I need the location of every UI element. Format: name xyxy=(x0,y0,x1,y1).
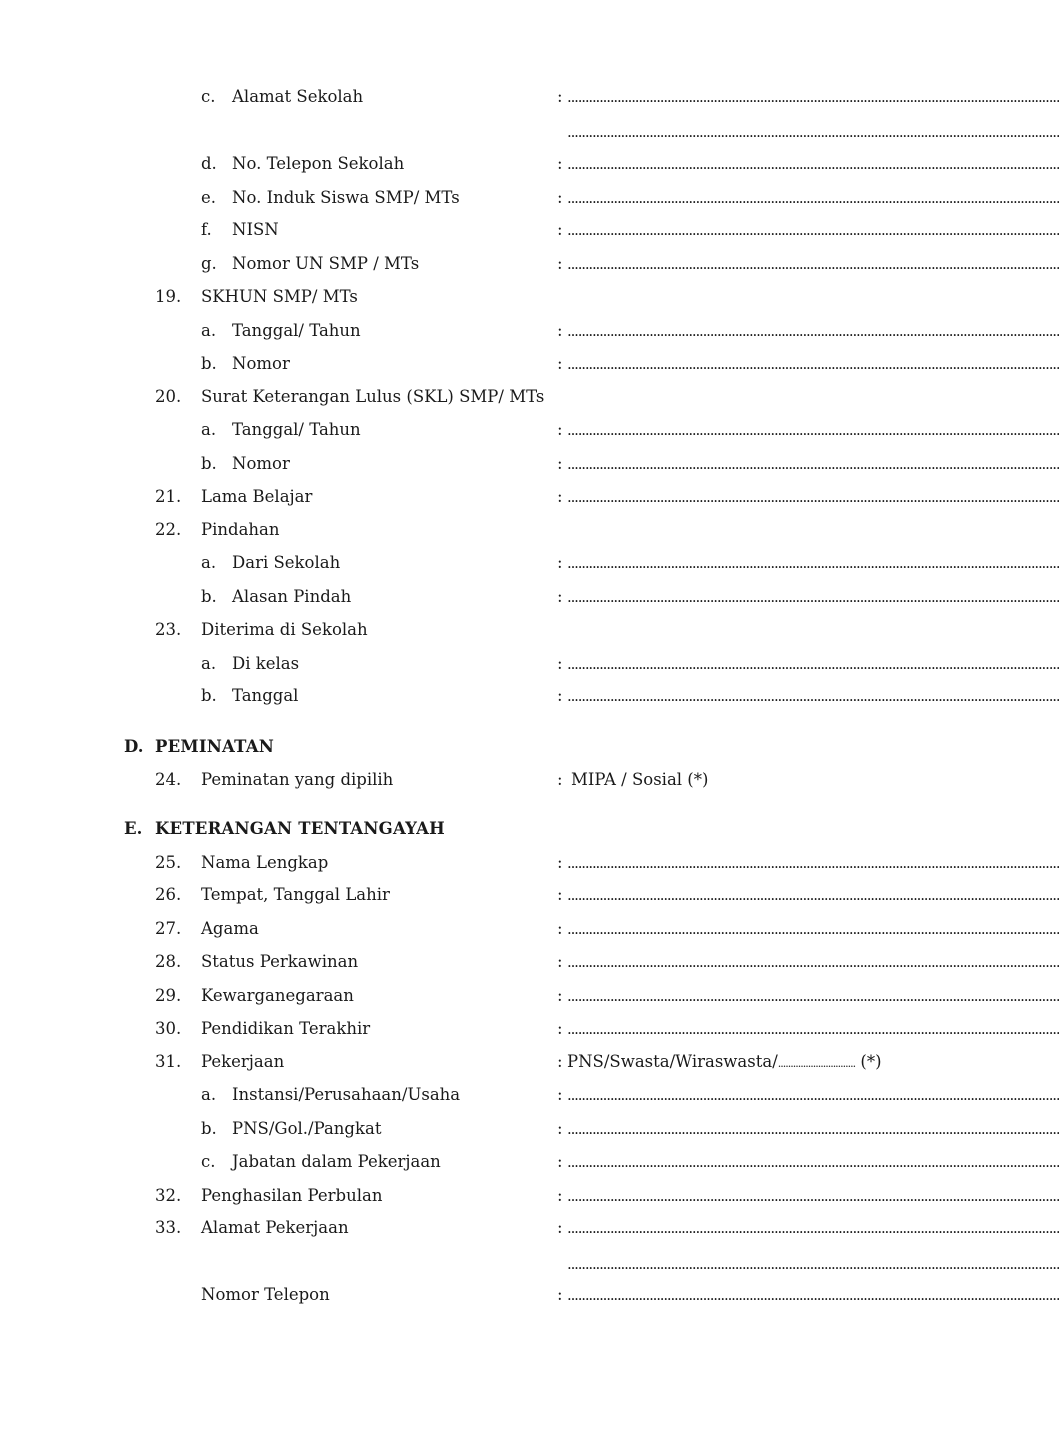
field-alamat-sekolah xyxy=(0,84,1059,110)
colon: : xyxy=(557,885,563,904)
fill-line[interactable]: .......................................................................................................................................... xyxy=(567,1286,1059,1304)
item-33-alamat-continued xyxy=(0,1251,1059,1277)
field-label: Penghasilan Perbulan xyxy=(201,1186,383,1205)
item-number: 33. xyxy=(155,1218,182,1237)
pekerjaan-prefix: PNS/Swasta/Wiraswasta/ xyxy=(567,1052,778,1071)
item-letter: a. xyxy=(201,654,217,673)
colon: : xyxy=(557,254,563,273)
fill-line[interactable]: .......................................................................................................................................... xyxy=(567,1020,1059,1038)
pekerjaan-other-line[interactable]: ............................... xyxy=(777,1057,856,1070)
colon: : xyxy=(557,587,563,606)
field-nomor-telepon xyxy=(0,1282,1059,1308)
peminatan-options[interactable]: MIPA / Sosial (*) xyxy=(571,770,709,789)
colon: : xyxy=(557,919,563,938)
item-number: 32. xyxy=(155,1186,182,1205)
fill-line[interactable]: .......................................................................................................................................... xyxy=(567,1255,1059,1273)
field-skl-tanggal xyxy=(0,417,1059,443)
item-25-nama-lengkap xyxy=(0,850,1059,876)
field-label: No. Induk Siswa SMP/ MTs xyxy=(232,188,460,207)
field-label: Nomor Telepon xyxy=(201,1285,330,1304)
item-number: 26. xyxy=(155,885,182,904)
item-number: 19. xyxy=(155,287,182,306)
item-19-skhun xyxy=(0,284,1024,310)
item-number: 20. xyxy=(155,387,182,406)
colon: : xyxy=(557,420,563,439)
item-number: 23. xyxy=(155,620,182,639)
field-label: Peminatan yang dipilih xyxy=(201,770,394,789)
colon: : xyxy=(557,952,563,971)
pekerjaan-options[interactable] xyxy=(567,1049,882,1077)
fill-line[interactable]: .......................................................................................................................................... xyxy=(567,554,1059,572)
colon: : xyxy=(557,354,563,373)
fill-line[interactable]: .......................................................................................................................................... xyxy=(567,322,1059,340)
item-22-pindahan xyxy=(0,517,1024,543)
colon: : xyxy=(557,853,563,872)
field-label: Di kelas xyxy=(232,654,300,673)
colon: : xyxy=(557,87,563,106)
item-letter: d. xyxy=(201,154,217,173)
item-number: 31. xyxy=(155,1052,182,1071)
colon: : xyxy=(557,220,563,239)
field-skl-nomor xyxy=(0,451,1059,477)
fill-line[interactable]: .......................................................................................................................................... xyxy=(567,920,1059,938)
field-label: SKHUN SMP/ MTs xyxy=(201,287,358,306)
fill-line[interactable]: .......................................................................................................................................... xyxy=(567,987,1059,1005)
field-pangkat xyxy=(0,1116,1059,1142)
field-label: Nomor xyxy=(232,354,290,373)
fill-line[interactable]: .......................................................................................................................................... xyxy=(567,655,1059,673)
fill-line[interactable]: .......................................................................................................................................... xyxy=(567,854,1059,872)
section-e-heading xyxy=(0,816,1024,842)
fill-line[interactable]: .......................................................................................................................................... xyxy=(567,687,1059,705)
field-label: Nama Lengkap xyxy=(201,853,329,872)
section-letter: E. xyxy=(124,819,143,838)
item-number: 25. xyxy=(155,853,182,872)
fill-line[interactable]: .......................................................................................................................................... xyxy=(567,1120,1059,1138)
fill-line[interactable]: .......................................................................................................................................... xyxy=(567,123,1059,141)
fill-line[interactable]: .......................................................................................................................................... xyxy=(567,155,1059,173)
item-letter: b. xyxy=(201,454,217,473)
colon: : xyxy=(557,1052,563,1071)
field-label: Instansi/Perusahaan/Usaha xyxy=(232,1085,461,1104)
section-d-heading xyxy=(0,734,1024,760)
field-label: Alamat Sekolah xyxy=(232,87,364,106)
field-tanggal-diterima xyxy=(0,683,1059,709)
fill-line[interactable]: .......................................................................................................................................... xyxy=(567,1219,1059,1237)
item-letter: e. xyxy=(201,188,217,207)
field-label: Status Perkawinan xyxy=(201,952,359,971)
fill-line[interactable]: .......................................................................................................................................... xyxy=(567,886,1059,904)
colon: : xyxy=(557,154,563,173)
fill-line[interactable]: .......................................................................................................................................... xyxy=(567,355,1059,373)
colon: : xyxy=(557,986,563,1005)
item-letter: b. xyxy=(201,1119,217,1138)
field-dari-sekolah xyxy=(0,550,1059,576)
field-label: Pindahan xyxy=(201,520,280,539)
field-label: Surat Keterangan Lulus (SKL) SMP/ MTs xyxy=(201,387,545,406)
fill-line[interactable]: .......................................................................................................................................... xyxy=(567,189,1059,207)
field-label: Tanggal/ Tahun xyxy=(232,321,361,340)
item-letter: a. xyxy=(201,1085,217,1104)
colon: : xyxy=(557,454,563,473)
field-label: Tanggal xyxy=(232,686,299,705)
field-instansi xyxy=(0,1082,1059,1108)
item-number: 21. xyxy=(155,487,182,506)
fill-line[interactable]: .......................................................................................................................................... xyxy=(567,221,1059,239)
section-title: PEMINATAN xyxy=(155,737,275,756)
item-letter: g. xyxy=(201,254,217,273)
item-32-penghasilan xyxy=(0,1183,1059,1209)
field-label: Tanggal/ Tahun xyxy=(232,420,361,439)
item-29-kewarganegaraan xyxy=(0,983,1059,1009)
colon: : xyxy=(557,1019,563,1038)
field-label: Lama Belajar xyxy=(201,487,313,506)
item-number: 24. xyxy=(155,770,182,789)
fill-line[interactable]: .......................................................................................................................................... xyxy=(567,88,1059,106)
colon: : xyxy=(557,487,563,506)
item-21-lama-belajar xyxy=(0,484,1059,510)
colon: : xyxy=(557,553,563,572)
field-label: Nomor xyxy=(232,454,290,473)
field-label: Alasan Pindah xyxy=(232,587,352,606)
item-33-alamat-pekerjaan xyxy=(0,1215,1059,1241)
field-label: Diterima di Sekolah xyxy=(201,620,368,639)
field-label: Jabatan dalam Pekerjaan xyxy=(232,1152,441,1171)
fill-line[interactable]: .......................................................................................................................................... xyxy=(567,588,1059,606)
fill-line[interactable]: .......................................................................................................................................... xyxy=(567,455,1059,473)
item-letter: b. xyxy=(201,354,217,373)
item-number: 28. xyxy=(155,952,182,971)
colon: : xyxy=(557,1152,563,1171)
item-letter: b. xyxy=(201,686,217,705)
item-letter: a. xyxy=(201,420,217,439)
item-letter: c. xyxy=(201,1152,216,1171)
colon: : xyxy=(557,188,563,207)
field-di-kelas xyxy=(0,651,1059,677)
item-letter: a. xyxy=(201,553,217,572)
item-24-peminatan xyxy=(0,767,1024,793)
colon: : xyxy=(557,1186,563,1205)
field-telepon-sekolah xyxy=(0,151,1059,177)
field-jabatan xyxy=(0,1149,1059,1175)
colon: : xyxy=(557,686,563,705)
colon: : xyxy=(557,1119,563,1138)
fill-line[interactable]: .......................................................................................................................................... xyxy=(567,1153,1059,1171)
field-label: NISN xyxy=(232,220,279,239)
item-26-ttl xyxy=(0,882,1059,908)
fill-line[interactable]: .......................................................................................................................................... xyxy=(567,1187,1059,1205)
colon: : xyxy=(557,1218,563,1237)
field-label: Nomor UN SMP / MTs xyxy=(232,254,420,273)
item-23-diterima xyxy=(0,617,1024,643)
field-skhun-tanggal xyxy=(0,318,1059,344)
item-number: 29. xyxy=(155,986,182,1005)
field-label: Alamat Pekerjaan xyxy=(201,1218,349,1237)
pekerjaan-suffix: (*) xyxy=(860,1052,882,1071)
item-letter: b. xyxy=(201,587,217,606)
item-27-agama xyxy=(0,916,1059,942)
field-label: PNS/Gol./Pangkat xyxy=(232,1119,382,1138)
colon: : xyxy=(557,1085,563,1104)
section-letter: D. xyxy=(124,737,144,756)
item-number: 27. xyxy=(155,919,182,938)
field-label: Pekerjaan xyxy=(201,1052,285,1071)
field-label: Dari Sekolah xyxy=(232,553,341,572)
item-letter: a. xyxy=(201,321,217,340)
field-induk-siswa xyxy=(0,185,1059,211)
fill-line[interactable]: .......................................................................................................................................... xyxy=(567,488,1059,506)
field-label: Pendidikan Terakhir xyxy=(201,1019,371,1038)
field-nisn xyxy=(0,217,1059,243)
field-label: Kewarganegaraan xyxy=(201,986,354,1005)
colon: : xyxy=(557,321,563,340)
field-alamat-sekolah-continued xyxy=(0,119,1059,145)
field-skhun-nomor xyxy=(0,351,1059,377)
item-number: 30. xyxy=(155,1019,182,1038)
fill-line[interactable]: .......................................................................................................................................... xyxy=(567,953,1059,971)
field-alasan-pindah xyxy=(0,584,1059,610)
fill-line[interactable]: .......................................................................................................................................... xyxy=(567,421,1059,439)
fill-line[interactable]: .......................................................................................................................................... xyxy=(567,255,1059,273)
item-28-status xyxy=(0,949,1059,975)
item-letter: f. xyxy=(201,220,212,239)
field-label: No. Telepon Sekolah xyxy=(232,154,405,173)
item-30-pendidikan xyxy=(0,1016,1059,1042)
fill-line[interactable]: .......................................................................................................................................... xyxy=(567,1086,1059,1104)
section-title: KETERANGAN TENTANGAYAH xyxy=(155,819,445,838)
colon: : xyxy=(557,654,563,673)
item-31-pekerjaan xyxy=(0,1049,1024,1075)
field-nomor-un xyxy=(0,251,1059,277)
colon: : xyxy=(557,770,563,789)
item-20-skl xyxy=(0,384,1024,410)
field-label: Agama xyxy=(201,919,259,938)
colon: : xyxy=(557,1285,563,1304)
item-number: 22. xyxy=(155,520,182,539)
item-letter: c. xyxy=(201,87,216,106)
field-label: Tempat, Tanggal Lahir xyxy=(201,885,390,904)
